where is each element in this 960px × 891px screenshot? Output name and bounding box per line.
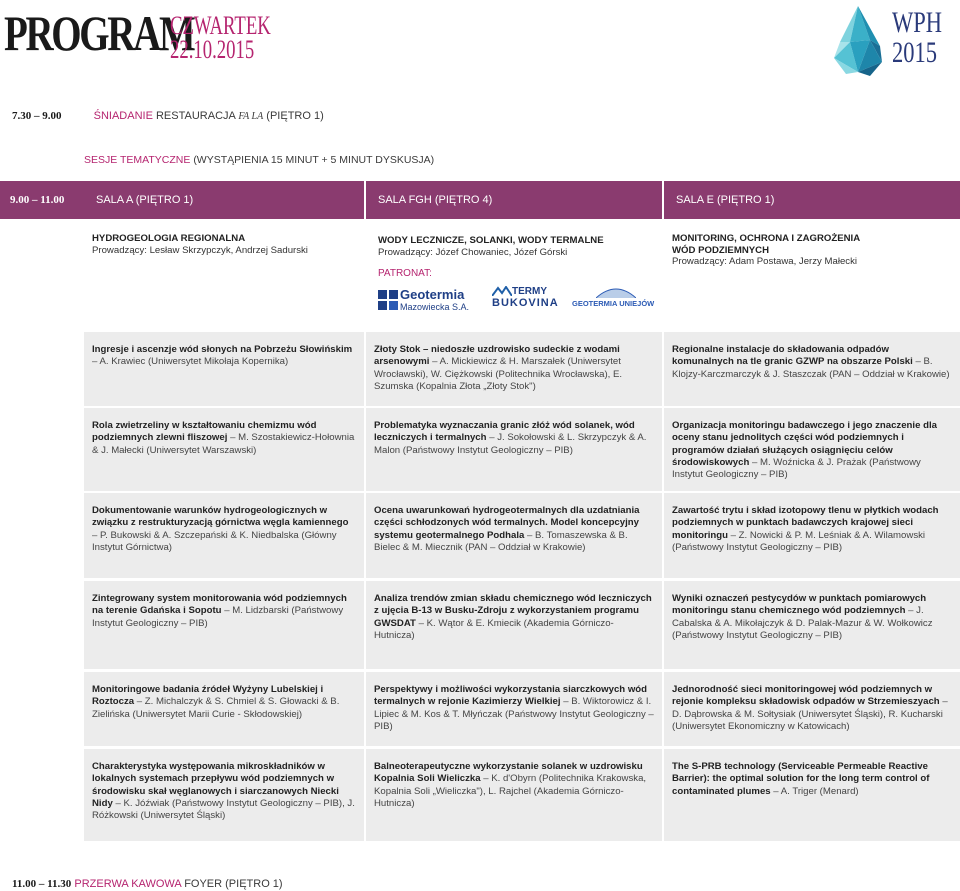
breakfast-label: ŚNIADANIE [93,110,153,122]
talk-authors: – J. Cabalska & A. Mikołajczyk & D. Palak-Mazur & W. Wołkowicz (Państwowy Instytut Geologiczny – PIB) [672,605,933,641]
talk-title: Organizacja monitoringu badawczego i jego znaczenie dla oceny stanu jednolitych części wód podziemnych i programów działań służących osiągnięciu celów środowiskowych [672,420,937,468]
talk-cell [84,332,364,406]
talk-authors: – J. Sokołowski & L. Skrzypczyk & A. Malon (Państwowy Instytut Geologiczny – PIB) [374,432,647,456]
termy-bukovina-logo: TERMY BUKOVINA [492,286,559,309]
talk-cell [664,749,960,841]
talk-cell [664,493,960,578]
talk-cell [664,332,960,406]
talk-authors: – A. Krawiec (Uniwersytet Mikołaja Kopernika) [92,356,289,368]
talk-title: Regionalne instalacje do składowania odpadów komunalnych na tle granic GZWP na obszarze Polski [672,344,913,368]
grid-time-header: 9.00 – 11.00 [0,181,84,219]
talk-authors: – K. d'Obyrn (Politechnika Krakowska, Kopalnia Soli „Wieliczka"), L. Rajchel (Akademia Górniczo-Hutnicza) [374,773,647,809]
talk-cell [84,749,364,841]
page-title: PROGRAM [4,5,194,61]
sessions-row [84,154,434,166]
talk-authors: – B. Klojzy-Karczmarczyk & J. Staszczak (PAN – Oddział w Krakowie) [672,356,950,380]
talk-cell [664,672,960,746]
topic-e: MONITORING, OCHRONA I ZAGROŻENIA WÓD PODZIEMNYCH Prowadzący: Adam Postawa, Jerzy Małecki [672,233,861,267]
talk-cell [366,672,662,746]
talk-cell [366,581,662,669]
talk-authors: – A. Mickiewicz & H. Marszałek (Uniwersytet Wrocławski), W. Ciężkowski (Politechnika Wrocławska), E. Szumska (Kopalnia Złota „Złoty Stok") [374,356,623,392]
talk-cell [84,493,364,578]
talk-authors: – K. Jóźwiak (Państwowy Instytut Geologiczny – PIB), J. Różkowski (Uniwersytet Śląski) [92,797,355,822]
sessions-label: SESJE TEMATYCZNE [84,154,191,166]
room-header-a: SALA A (PIĘTRO 1) [84,181,364,219]
talk-title: Jednorodność sieci monitoringowej wód podziemnych w rejonie kompleksu składowisk odpadów w Strzemieszyach [672,684,940,708]
talk-title: Wyniki oznaczeń pestycydów w punktach pomiarowych monitoringu stanu chemicznego wód podziemnych [672,593,927,617]
room-header-e: SALA E (PIĘTRO 1) [664,181,960,219]
logo-text: WPH 2015 [892,6,943,69]
talk-authors: – D. Dąbrowska & M. Sołtysiak (Uniwersytet Śląski), R. Kucharski (Uniwersytet Ekonomiczny w Katowicach) [672,696,948,732]
talk-cell [84,672,364,746]
patrons-label: PATRONAT: [378,268,432,279]
talk-cell [366,408,662,491]
talk-title: Ocena uwarunkowań hydrogeotermalnych dla uzdatniania części schłodzonych wód termalnych. Model koncepcyjny systemu geotermalnego Podhala [374,505,640,541]
talk-cell [84,581,364,669]
talk-title: Dokumentowanie warunków hydrogeologicznych w związku z restrukturyzacją górnictwa węgla kamiennego [92,505,349,529]
uniejow-emblem-icon [596,286,636,298]
geotermia-mazowiecka-logo: Geotermia Mazowiecka S.A. [378,288,474,314]
talk-cell [664,408,960,491]
talk-title: Charakterystyka występowania mikroskładników w lokalnych systemach przepływu wód podziemnych w środowisku skał węglanowych i siarczanowych Niecki Nidy [92,761,339,809]
coffee-venue: FOYER (PIĘTRO 1) [184,878,283,890]
breakfast-row [12,110,324,122]
talk-authors: – Z. Nowicki & P. M. Leśniak & A. Wilamowski (Państwowy Instytut Geologiczny – PIB) [672,529,926,553]
talk-authors: – P. Bukowski & A. Szczepański & K. Niedbalska (Główny Instytut Górnictwa) [92,529,337,553]
day-name: CZWARTEK [170,11,271,40]
breakfast-floor: (PIĘTRO 1) [266,110,324,122]
talk-title: Ingresje i ascenzje wód słonych na Pobrzeżu Słowińskim [92,344,353,355]
sessions-note: (WYSTĄPIENIA 15 MINUT + 5 MINUT DYSKUSJA) [193,154,435,166]
talk-title: The S-PRB technology (Serviceable Permeable Reactive Barrier): the optimal solution for the long term control of contaminated plumes [672,761,930,797]
talk-authors: – M. Lidzbarski (Państwowy Instytut Geologiczny – PIB) [92,605,344,629]
talk-authors: – M. Woźnicka & J. Prażak (Państwowy Instytut Geologiczny – PIB) [672,456,921,481]
talk-title: Problematyka wyznaczania granic złóż wód solanek, wód leczniczych i termalnych [374,420,635,444]
talk-authors: – B. Tomaszewska & B. Bielec & M. Miecznik (PAN – Oddział w Krakowie) [374,529,628,553]
talk-title: Analiza trendów zmian składu chemicznego wód leczniczych z ujęcia B-13 w Busku-Zdroju z wykorzystaniem programu GWSDAT [374,593,652,629]
talk-title: Monitoringowe badania źródeł Wyżyny Lubelskiej i Roztocza [92,684,324,708]
coffee-row [12,878,283,890]
date-block [170,11,271,64]
talk-authors: – M. Szostakiewicz-Hołownia & J. Małecki (Uniwersytet Warszawski) [92,432,355,456]
talk-cell [664,581,960,669]
water-drop-icon [830,2,894,82]
talk-title: Zawartość trytu i skład izotopowy tlenu w płytkich wodach podziemnych w punktach badawczych krajowej sieci monitoringu [672,505,939,541]
geotermia-uniejow-logo: GEOTERMIA UNIEJÓW [572,286,664,314]
talk-authors: – Z. Michalczyk & S. Chmiel & S. Głowacki & B. Zielińska (Uniwersytet Marii Curie - Skłodowskiej) [92,696,340,720]
breakfast-time: 7.30 – 9.00 [12,110,62,122]
talk-title: Zintegrowany system monitorowania wód podziemnych na terenie Gdańska i Sopotu [92,593,347,617]
coffee-label: PRZERWA KAWOWA [74,878,182,890]
talk-title: Balneoterapeutyczne wykorzystanie solanek w uzdrowisku Kopalnia Soli Wieliczka [374,761,643,785]
mountain-icon [492,286,512,296]
date: 22.10.2015 [170,35,255,64]
talk-authors: – A. Triger (Menard) [773,785,859,797]
talk-authors: – B. Wiktorowicz & I. Lipiec & M. Kos & T. Młyńczak (Państwowy Instytut Geologiczny – PIB) [374,696,654,732]
topic-a: HYDROGEOLOGIA REGIONALNA Prowadzący: Lesław Skrzypczyk, Andrzej Sadurski [92,233,308,256]
talk-cell [84,408,364,491]
breakfast-rest: RESTAURACJA [155,110,236,122]
breakfast-venue: FA LA [238,111,264,122]
topic-fgh: WODY LECZNICZE, SOLANKI, WODY TERMALNE Prowadzący: Józef Chowaniec, Józef Górski [378,235,604,258]
talk-cell [366,332,662,406]
room-header-fgh: SALA FGH (PIĘTRO 4) [366,181,662,219]
coffee-time: 11.00 – 11.30 [12,878,72,890]
talk-title: Perspektywy i możliwości wykorzystania siarczkowych wód termalnych w rejonie Kazimierzy Wielkiej [374,684,647,708]
talk-cell [366,493,662,578]
geotermia-icon [378,290,398,310]
talk-cell [366,749,662,841]
talk-title: Złoty Stok – niedoszłe uzdrowisko sudeckie z wodami arsenowymi [374,344,620,368]
talk-authors: – K. Wątor & E. Kmiecik (Akademia Górniczo-Hutnicza) [374,617,614,641]
talk-title: Rola zwietrzeliny w kształtowaniu chemizmu wód podziemnych zlewni fliszowej [92,420,317,444]
wph-logo [830,2,958,82]
